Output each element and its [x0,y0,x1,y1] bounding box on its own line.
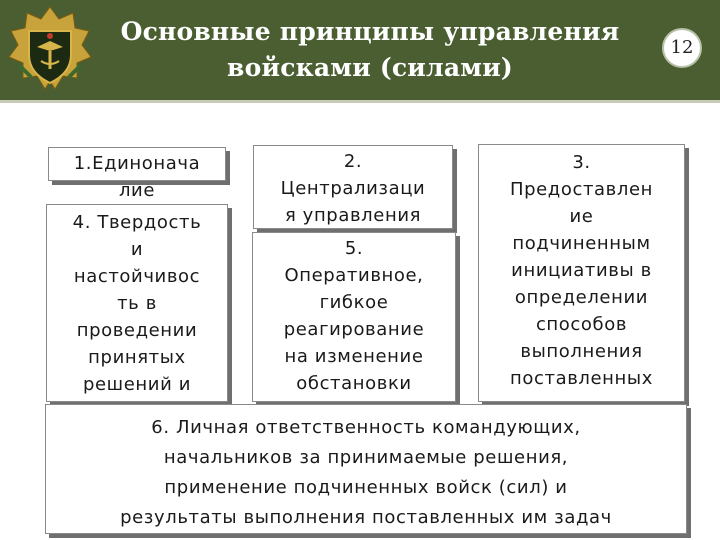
principle-box-5 [252,232,456,402]
principle-box-3 [478,144,685,402]
principle-text-5: 5. Оперативное, гибкое реагирование на изменение обстановки [283,238,425,394]
principle-box-2 [253,145,453,229]
title-line-2: войсками (силами) [227,53,513,82]
header-divider [0,100,720,103]
military-emblem-icon [7,5,93,95]
principle-box-6 [45,404,687,534]
principle-box-4 [46,204,228,402]
principle-text-3: 3. Предоставлен ие подчиненным инициативы в определении способов выполнения поставленных [509,152,654,389]
principle-box-1 [48,147,226,201]
principle-text-6: 6. Личная ответственность командующих, начальников за принимаемые решения, применение подчиненных войск (сил) и результаты выполнения поставленных им задач [120,417,612,528]
principle-text-2: 2. Централизаци я управления [280,151,426,226]
principle-text-1: 1.Единонача лие [73,153,201,201]
slide-header [0,0,720,100]
principle-text-4: 4. Твердость и настойчивос ть в проведении принятых решений и [72,212,202,395]
title-line-1: Основные принципы управления [120,17,620,46]
page-number-badge: 12 [662,28,702,68]
page-title [110,14,630,86]
